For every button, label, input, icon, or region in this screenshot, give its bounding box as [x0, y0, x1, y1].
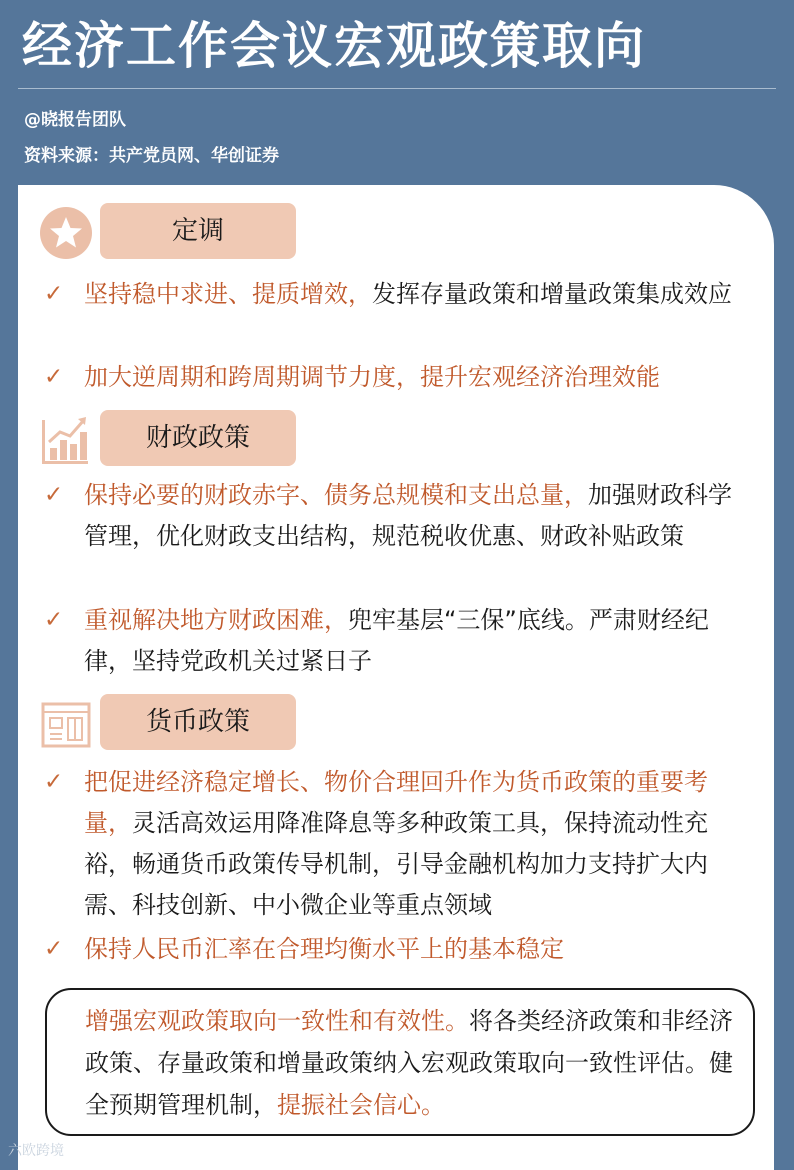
check-icon: ✓ — [44, 364, 64, 390]
check-icon: ✓ — [44, 281, 64, 307]
bullet-text: 兜牢基层“三保”底线。严肃财经纪律，坚持党政机关过紧日子 — [84, 606, 709, 675]
section-title: 定调 — [100, 203, 296, 259]
bullet-text: 加强财政科学管理，优化财政支出结构，规范税收优惠、财政补贴政策 — [84, 481, 732, 550]
bullet-highlight: 保持必要的财政赤字、债务总规模和支出总量， — [84, 481, 588, 509]
title-divider — [18, 88, 776, 89]
summary-highlight: 增强宏观政策取向一致性和有效性。 — [85, 1007, 469, 1035]
section-title: 货币政策 — [100, 694, 296, 750]
watermark: 六欧跨境 — [8, 1143, 64, 1159]
section-title: 财政政策 — [100, 410, 296, 466]
bullet-highlight: 重视解决地方财政困难， — [84, 606, 348, 634]
list-item — [44, 929, 754, 970]
list-item — [44, 600, 754, 682]
summary-text: 将各类经济政策和非经济政策、存量政策和增量政策纳入宏观政策取向一致性评估。健全预期管理机制， — [85, 1007, 733, 1119]
list-item — [44, 357, 754, 398]
list-item — [44, 475, 754, 557]
list-item — [44, 762, 754, 926]
author-label: @晓报告团队 — [24, 110, 126, 130]
section-header-monetary — [40, 694, 300, 752]
bullet-highlight: 坚持稳中求进、提质增效， — [84, 280, 372, 308]
section-header-tone — [40, 203, 300, 261]
bullet-highlight: 把促进经济稳定增长、物价合理回升作为货币政策的重要考量， — [84, 768, 708, 837]
bullet-text: 灵活高效运用降准降息等多种政策工具，保持流动性充裕，畅通货币政策传导机制，引导金融机构加力支持扩大内需、科技创新、中小微企业等重点领域 — [84, 809, 708, 919]
bar-chart-icon — [40, 414, 92, 466]
page-title: 经济工作会议宏观政策取向 — [22, 17, 646, 75]
section-header-fiscal — [40, 410, 300, 468]
list-item — [44, 274, 754, 315]
source-label: 资料来源：共产党员网、华创证券 — [24, 146, 279, 166]
bullet-highlight: 加大逆周期和跨周期调节力度，提升宏观经济治理效能 — [84, 363, 660, 391]
summary-highlight-end: 提振社会信心。 — [277, 1091, 445, 1119]
bullet-highlight: 保持人民币汇率在合理均衡水平上的基本稳定 — [84, 935, 564, 963]
building-blueprint-icon — [40, 698, 92, 750]
bullet-text: 发挥存量政策和增量政策集成效应 — [372, 280, 732, 308]
check-icon: ✓ — [44, 769, 64, 795]
summary-box — [45, 988, 755, 1136]
check-icon: ✓ — [44, 482, 64, 508]
check-icon: ✓ — [44, 936, 64, 962]
check-icon: ✓ — [44, 607, 64, 633]
star-icon — [40, 207, 92, 259]
